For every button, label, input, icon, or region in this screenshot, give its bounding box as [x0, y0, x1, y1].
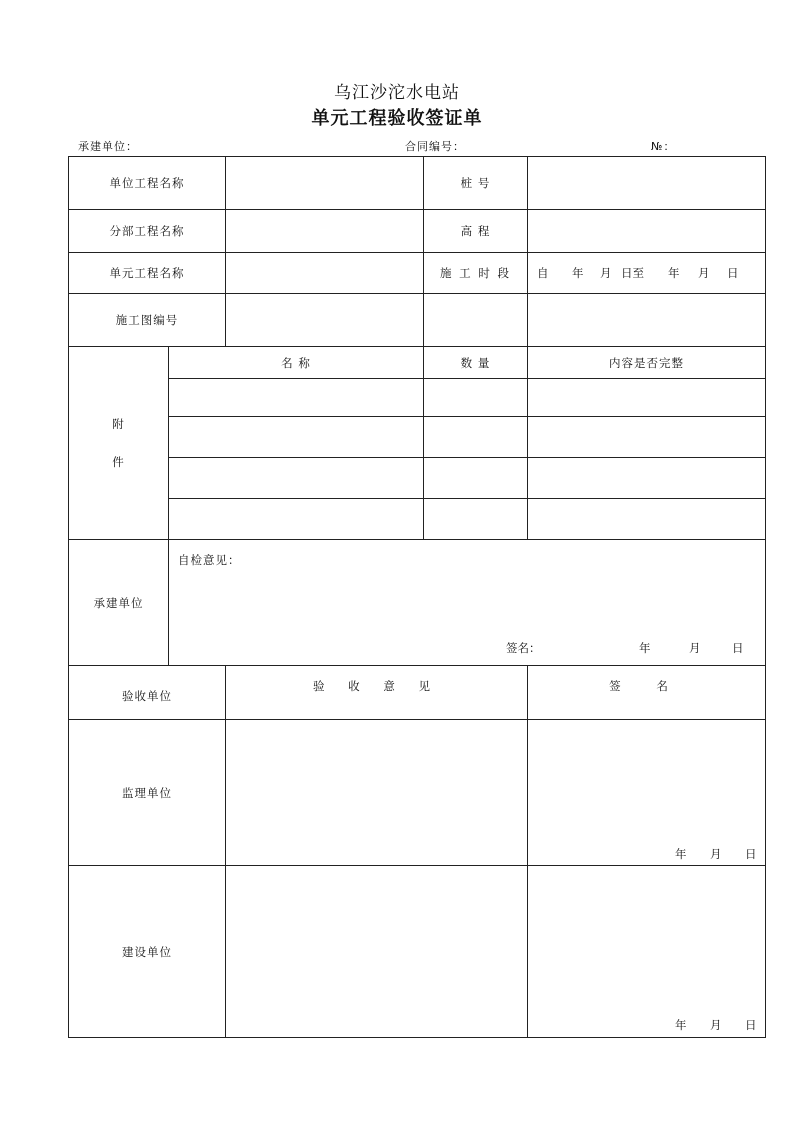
contract-number-label: 合同编号：	[405, 140, 465, 153]
attachment-name-header: 名 称	[169, 347, 424, 379]
attachment-complete-cell[interactable]	[528, 379, 766, 417]
contractor-header-label: 承建单位：	[78, 140, 138, 153]
construction-period-label: 施 工 时 段	[424, 253, 528, 294]
attachment-complete-cell[interactable]	[528, 458, 766, 499]
self-check-label: 自检意见：	[178, 553, 241, 567]
attachment-quantity-header: 数 量	[424, 347, 528, 379]
attachment-name-cell[interactable]	[169, 499, 424, 540]
owner-day: 日	[745, 1018, 757, 1032]
attachment-complete-cell[interactable]	[528, 499, 766, 540]
contractor-unit-label: 承建单位	[69, 540, 169, 666]
contractor-day: 日	[732, 641, 744, 655]
division-project-label: 分部工程名称	[69, 210, 226, 253]
contractor-month: 月	[689, 641, 701, 655]
drawing-number-label: 施工图编号	[69, 294, 226, 347]
acceptance-opinion-header: 验 收 意 见	[226, 666, 528, 720]
form-title: 单元工程验收签证单	[311, 108, 483, 129]
owner-year: 年	[675, 1018, 687, 1032]
attachment-quantity-cell[interactable]	[424, 417, 528, 458]
attachment-quantity-cell[interactable]	[424, 458, 528, 499]
attachment-name-cell[interactable]	[169, 417, 424, 458]
owner-unit-label: 建设单位	[69, 866, 226, 1038]
element-project-label: 单元工程名称	[69, 253, 226, 294]
unit-project-value[interactable]	[226, 157, 424, 210]
owner-opinion-cell[interactable]	[226, 866, 528, 1038]
pile-number-value[interactable]	[528, 157, 766, 210]
drawing-extra-cell[interactable]	[424, 294, 528, 347]
drawing-extra-cell-2[interactable]	[528, 294, 766, 347]
supervision-sign-cell[interactable]	[528, 720, 766, 866]
owner-month: 月	[710, 1018, 722, 1032]
unit-project-label: 单位工程名称	[69, 157, 226, 210]
attachment-name-cell[interactable]	[169, 458, 424, 499]
supervision-unit-label: 监理单位	[69, 720, 226, 866]
attachments-label: 附 件	[69, 347, 169, 540]
construction-period-value[interactable]: 自 年 月 日至 年 月 日	[528, 253, 766, 294]
supervision-day: 日	[745, 847, 757, 861]
elevation-value[interactable]	[528, 210, 766, 253]
supervision-month: 月	[710, 847, 722, 861]
supervision-opinion-cell[interactable]	[226, 720, 528, 866]
self-check-opinion-area[interactable]	[169, 540, 766, 666]
attachment-quantity-cell[interactable]	[424, 499, 528, 540]
acceptance-form-table	[68, 156, 766, 1038]
element-project-value[interactable]	[226, 253, 424, 294]
contractor-year: 年	[639, 641, 651, 655]
acceptance-unit-label: 验收单位	[69, 666, 226, 720]
station-name: 乌江沙沱水电站	[334, 83, 460, 103]
owner-sign-cell[interactable]	[528, 866, 766, 1038]
serial-number-label: №：	[651, 140, 676, 153]
attachment-quantity-cell[interactable]	[424, 379, 528, 417]
elevation-label: 高 程	[424, 210, 528, 253]
attachment-complete-header: 内容是否完整	[528, 347, 766, 379]
attachment-complete-cell[interactable]	[528, 417, 766, 458]
division-project-value[interactable]	[226, 210, 424, 253]
attachment-name-cell[interactable]	[169, 379, 424, 417]
acceptance-sign-header: 签 名	[528, 666, 766, 720]
contractor-sign-label: 签名：	[506, 641, 541, 655]
drawing-number-value[interactable]	[226, 294, 424, 347]
pile-number-label: 桩 号	[424, 157, 528, 210]
supervision-year: 年	[675, 847, 687, 861]
